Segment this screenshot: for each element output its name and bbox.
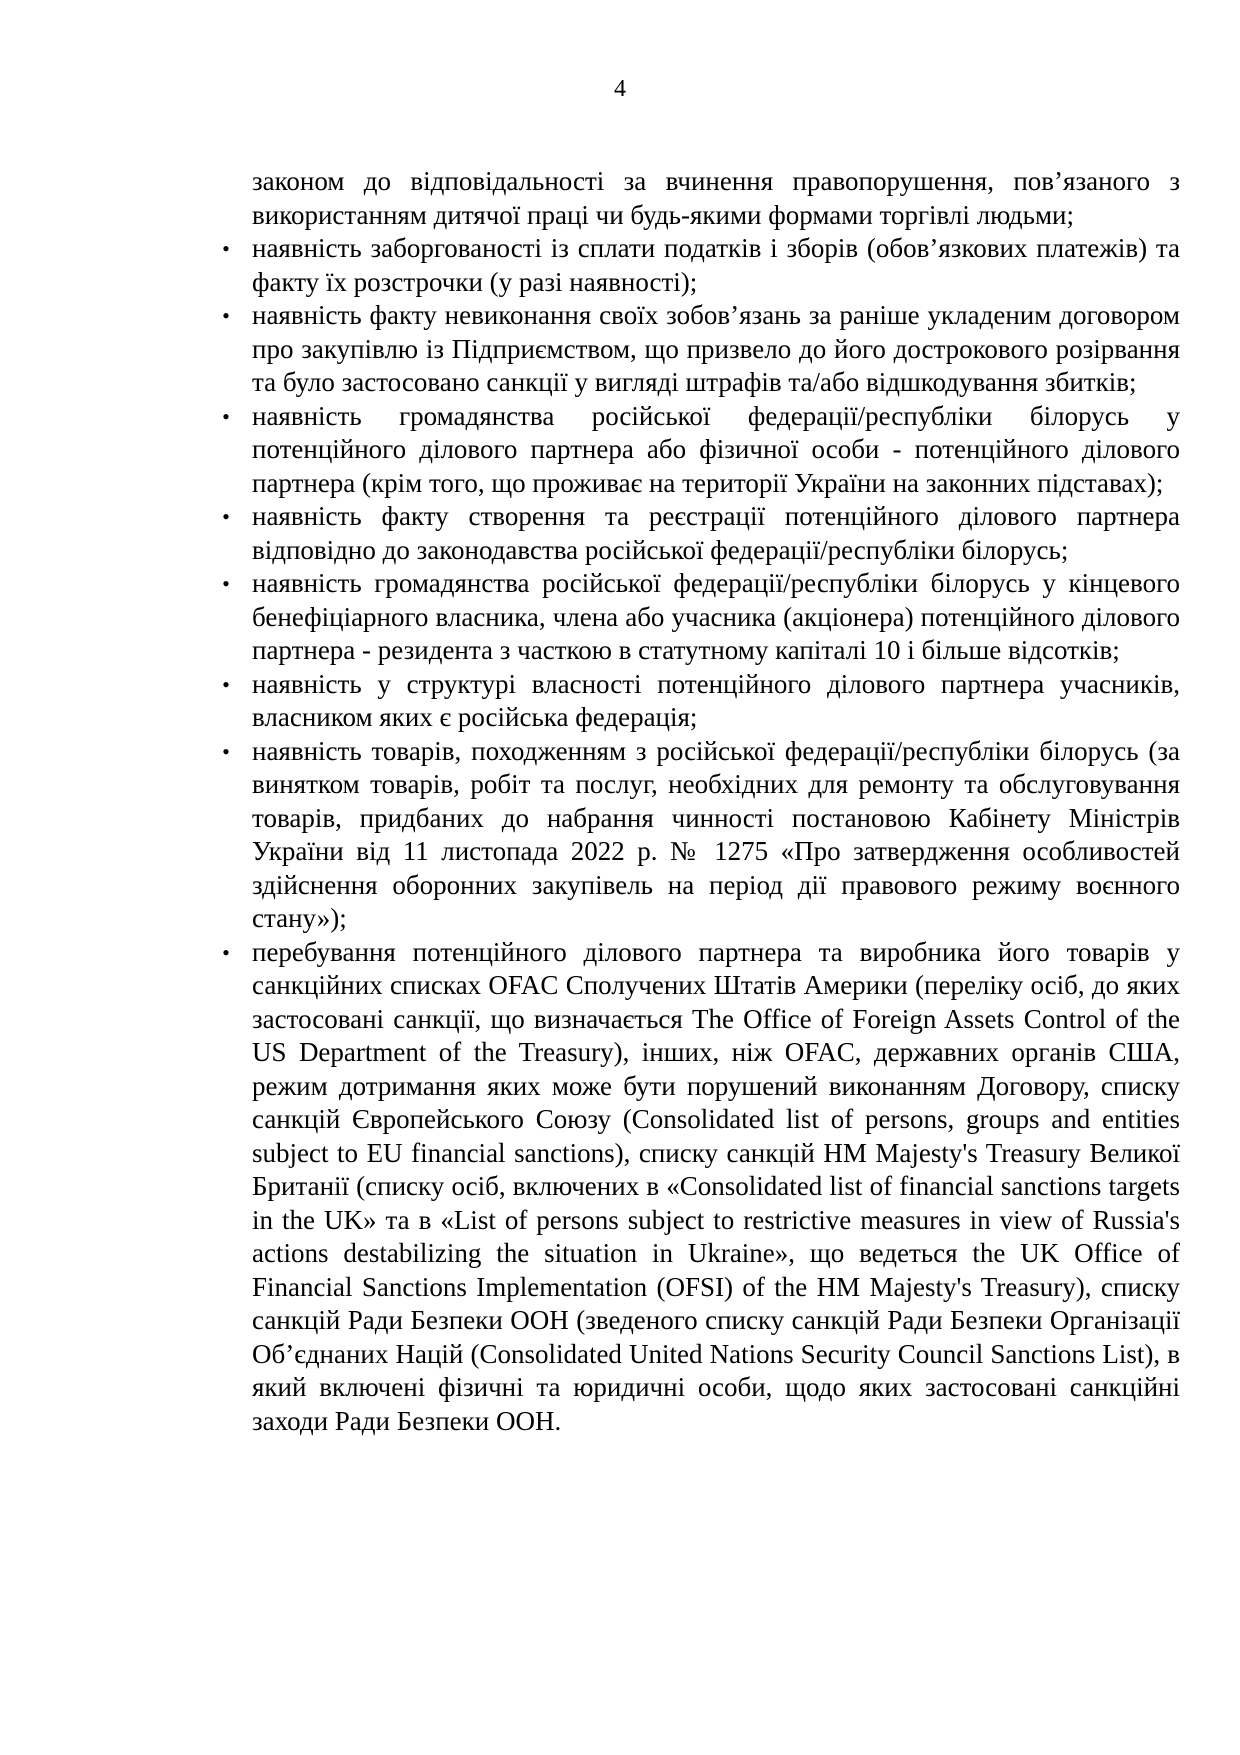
bullet-icon: • <box>222 303 230 328</box>
bullet-icon: • <box>222 236 230 261</box>
list-item <box>222 299 1180 400</box>
page-number: 4 <box>614 76 626 102</box>
list-item <box>222 567 1180 668</box>
list-item <box>222 400 1180 501</box>
bullet-icon: • <box>222 403 230 429</box>
list-item-text: перебування потенційного ділового партнера та виробника його товарів у санкційних списках OFAC Сполучених Штатів Америки (переліку осіб, до яких застосовані санкції, що визначається The Office of Foreign Assets Control of the US Department of the Treasury), інших, ніж OFAC, державних органів США, режим дотримання яких може бути порушений виконанням Договору, списку санкцій Європейського Союзу (Consolidated list of persons, groups and entities subject to EU financial sanctions), списку санкцій HM Majesty's Treasury Великої Британії (списку осіб, включених в «Consolidated list of financial sanctions targets in the UK» та в «List of persons subject to restrictive measures in view of Russia's actions destabilizing the situation in Ukraine», що ведеться the UK Office of Financial Sanctions Implementation (OFSI) of the HM Majesty's Treasury), списку санкцій Ради Безпеки ООН (зведеного списку санкцій Ради Безпеки Організації Об’єднаних Націй (Consolidated United Nations Security Council Sanctions List), в який включені фізичні та юридичні особи, щодо яких застосовані санкційні заходи Ради Безпеки ООН. <box>252 936 1180 1436</box>
bullet-icon: • <box>222 504 230 529</box>
list-item-text: наявність громадянства російської федерації/республіки білорусь у кінцевого бенефіціарного власника, члена або учасника (акціонера) потенційного ділового партнера - резидента з часткою в статутному капіталі 10 і більше відсотків; <box>252 568 1180 665</box>
list-item-text: наявність у структурі власності потенційного ділового партнера учасників, власником яких є російська федерація; <box>252 668 1180 732</box>
bullet-icon: • <box>222 671 230 697</box>
list-item-text: наявність товарів, походженням з російської федерації/республіки білорусь (за винятком товарів, робіт та послуг, необхідних для ремонту та обслуговування товарів, придбаних до набрання чинності постановою Кабінету Міністрів України від 11 листопада 2022 р. № 1275 «Про затвердження особливостей здійснення оборонних закупівель на період дії правового режиму воєнного стану»); <box>252 735 1180 933</box>
list-item <box>222 936 1180 1439</box>
criteria-list <box>222 232 1180 1438</box>
list-item <box>222 500 1180 567</box>
bullet-icon: • <box>222 738 230 764</box>
list-item-text: наявність громадянства російської федерації/республіки білорусь у потенційного ділового партнера або фізичної особи - потенційного ділового партнера (крім того, що проживає на території України на законних підставах); <box>252 400 1180 498</box>
list-item-text: наявність заборгованості із сплати податків і зборів (обов’язкових платежів) та факту їх розстрочки (у разі наявності); <box>252 233 1180 297</box>
list-item-text: наявність факту невиконання своїх зобов’язань за раніше укладеним договором про закупівлю із Підприємством, що призвело до його дострокового розірвання та було застосовано санкції у вигляді штрафів та/або відшкодування збитків; <box>252 300 1180 397</box>
bullet-icon: • <box>222 939 230 965</box>
list-item <box>222 735 1180 936</box>
continued-paragraph: законом до відповідальності за вчинення правопорушення, пов’язаного з використанням дитячої праці чи будь-якими формами торгівлі людьми; <box>252 166 1180 230</box>
list-item-text: наявність факту створення та реєстрації потенційного ділового партнера відповідно до законодавства російської федерації/республіки білорусь; <box>252 501 1180 565</box>
list-item <box>222 668 1180 735</box>
document-body <box>222 165 1180 1438</box>
list-item <box>222 232 1180 299</box>
bullet-icon: • <box>222 571 230 596</box>
